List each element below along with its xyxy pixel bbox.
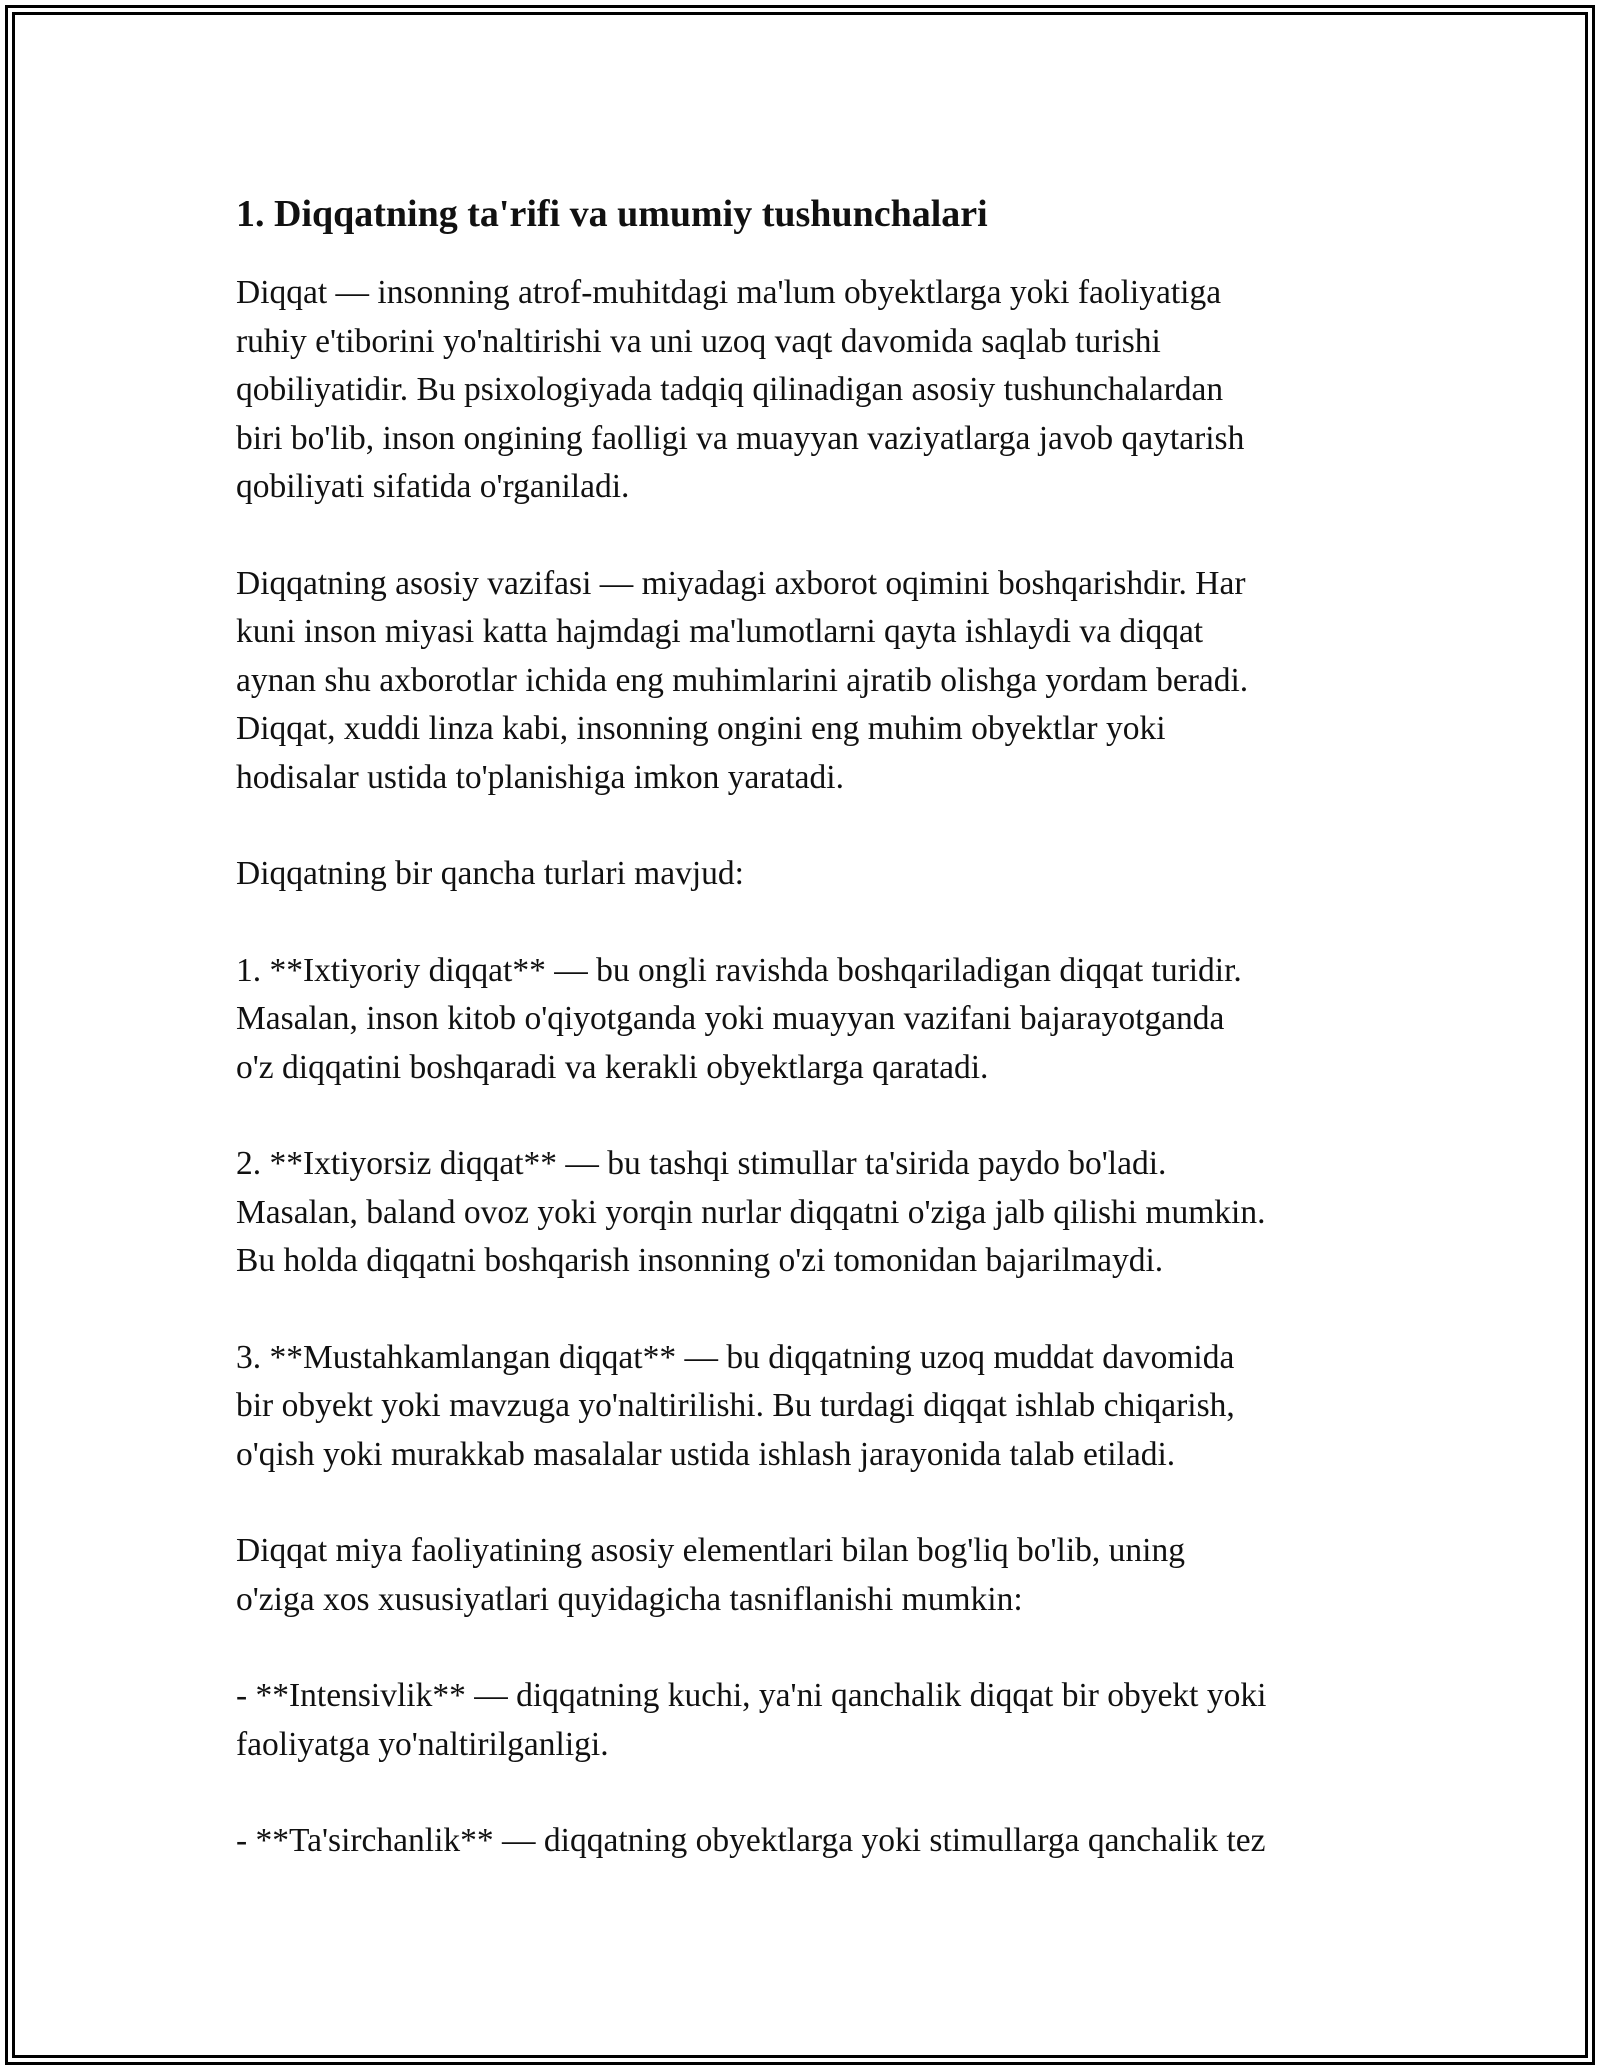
section-title: 1. Diqqatning ta'rifi va umumiy tushunchalari bbox=[236, 193, 988, 235]
text-line: 2. **Ixtiyorsiz diqqat** — bu tashqi stimullar ta'sirida paydo bo'ladi. bbox=[236, 1145, 1167, 1182]
paragraph-main-function bbox=[236, 560, 1396, 803]
bullet-item-intensity bbox=[236, 1672, 1396, 1769]
paragraph-properties-intro bbox=[236, 1527, 1396, 1624]
text-line: ruhiy e'tiborini yo'naltirishi va uni uzoq vaqt davomida saqlab turishi bbox=[236, 322, 1161, 360]
text-line: Diqqatning asosiy vazifasi — miyadagi axborot oqimini boshqarishdir. Har bbox=[236, 564, 1246, 602]
text-line: o'qish yoki murakkab masalalar ustida ishlash jarayonida talab etiladi. bbox=[236, 1435, 1176, 1473]
text-line: Diqqat — insonning atrof-muhitdagi ma'lum obyektlarga yoki faoliyatiga bbox=[236, 274, 1222, 311]
document-body bbox=[236, 185, 1396, 1914]
list-item-sustained-attention bbox=[236, 1334, 1396, 1480]
text-line: o'ziga xos xususiyatlari quyidagicha tasniflanishi mumkin: bbox=[236, 1580, 1023, 1618]
bullet-item-responsiveness bbox=[236, 1817, 1396, 1866]
text-line: qobiliyati sifatida o'rganiladi. bbox=[236, 468, 630, 505]
text-line: biri bo'lib, inson ongining faolligi va muayyan vaziyatlarga javob qaytarish bbox=[236, 419, 1245, 457]
text-line: aynan shu axborotlar ichida eng muhimlarini ajratib olishga yordam beradi. bbox=[236, 661, 1249, 699]
text-line: 3. **Mustahkamlangan diqqat** — bu diqqatning uzoq muddat davomida bbox=[236, 1338, 1235, 1376]
text-line: Diqqat, xuddi linza kabi, insonning ongini eng muhim obyektlar yoki bbox=[236, 710, 1166, 747]
text-line: - **Ta'sirchanlik** — diqqatning obyektlarga yoki stimullarga qanchalik tez bbox=[236, 1822, 1266, 1859]
list-item-voluntary-attention bbox=[236, 947, 1396, 1093]
paragraph-types-intro bbox=[236, 850, 1396, 899]
text-line: 1. **Ixtiyoriy diqqat** — bu ongli ravishda boshqariladigan diqqat turidir. bbox=[236, 951, 1242, 989]
list-item-involuntary-attention bbox=[236, 1140, 1396, 1286]
text-line: qobiliyatidir. Bu psixologiyada tadqiq qilinadigan asosiy tushunchalardan bbox=[236, 371, 1224, 408]
text-line: Masalan, inson kitob o'qiyotganda yoki muayyan vazifani bajarayotganda bbox=[236, 1000, 1225, 1037]
text-line: faoliyatga yo'naltirilganligi. bbox=[236, 1725, 609, 1763]
text-line: hodisalar ustida to'planishiga imkon yaratadi. bbox=[236, 758, 844, 796]
text-line: Bu holda diqqatni boshqarish insonning o'zi tomonidan bajarilmaydi. bbox=[236, 1242, 1164, 1279]
text-line: o'z diqqatini boshqaradi va kerakli obyektlarga qaratadi. bbox=[236, 1048, 989, 1086]
text-line: Diqqatning bir qancha turlari mavjud: bbox=[236, 855, 744, 892]
text-line: - **Intensivlik** — diqqatning kuchi, ya'ni qanchalik diqqat bir obyekt yoki bbox=[236, 1677, 1267, 1714]
text-line: kuni inson miyasi katta hajmdagi ma'lumotlarni qayta ishlaydi va diqqat bbox=[236, 613, 1204, 650]
paragraph-definition bbox=[236, 269, 1396, 512]
text-line: Diqqat miya faoliyatining asosiy elementlari bilan bog'liq bo'lib, uning bbox=[236, 1532, 1185, 1569]
text-line: Masalan, baland ovoz yoki yorqin nurlar diqqatni o'ziga jalb qilishi mumkin. bbox=[236, 1193, 1266, 1231]
text-line: bir obyekt yoki mavzuga yo'naltirilishi. Bu turdagi diqqat ishlab chiqarish, bbox=[236, 1387, 1235, 1424]
